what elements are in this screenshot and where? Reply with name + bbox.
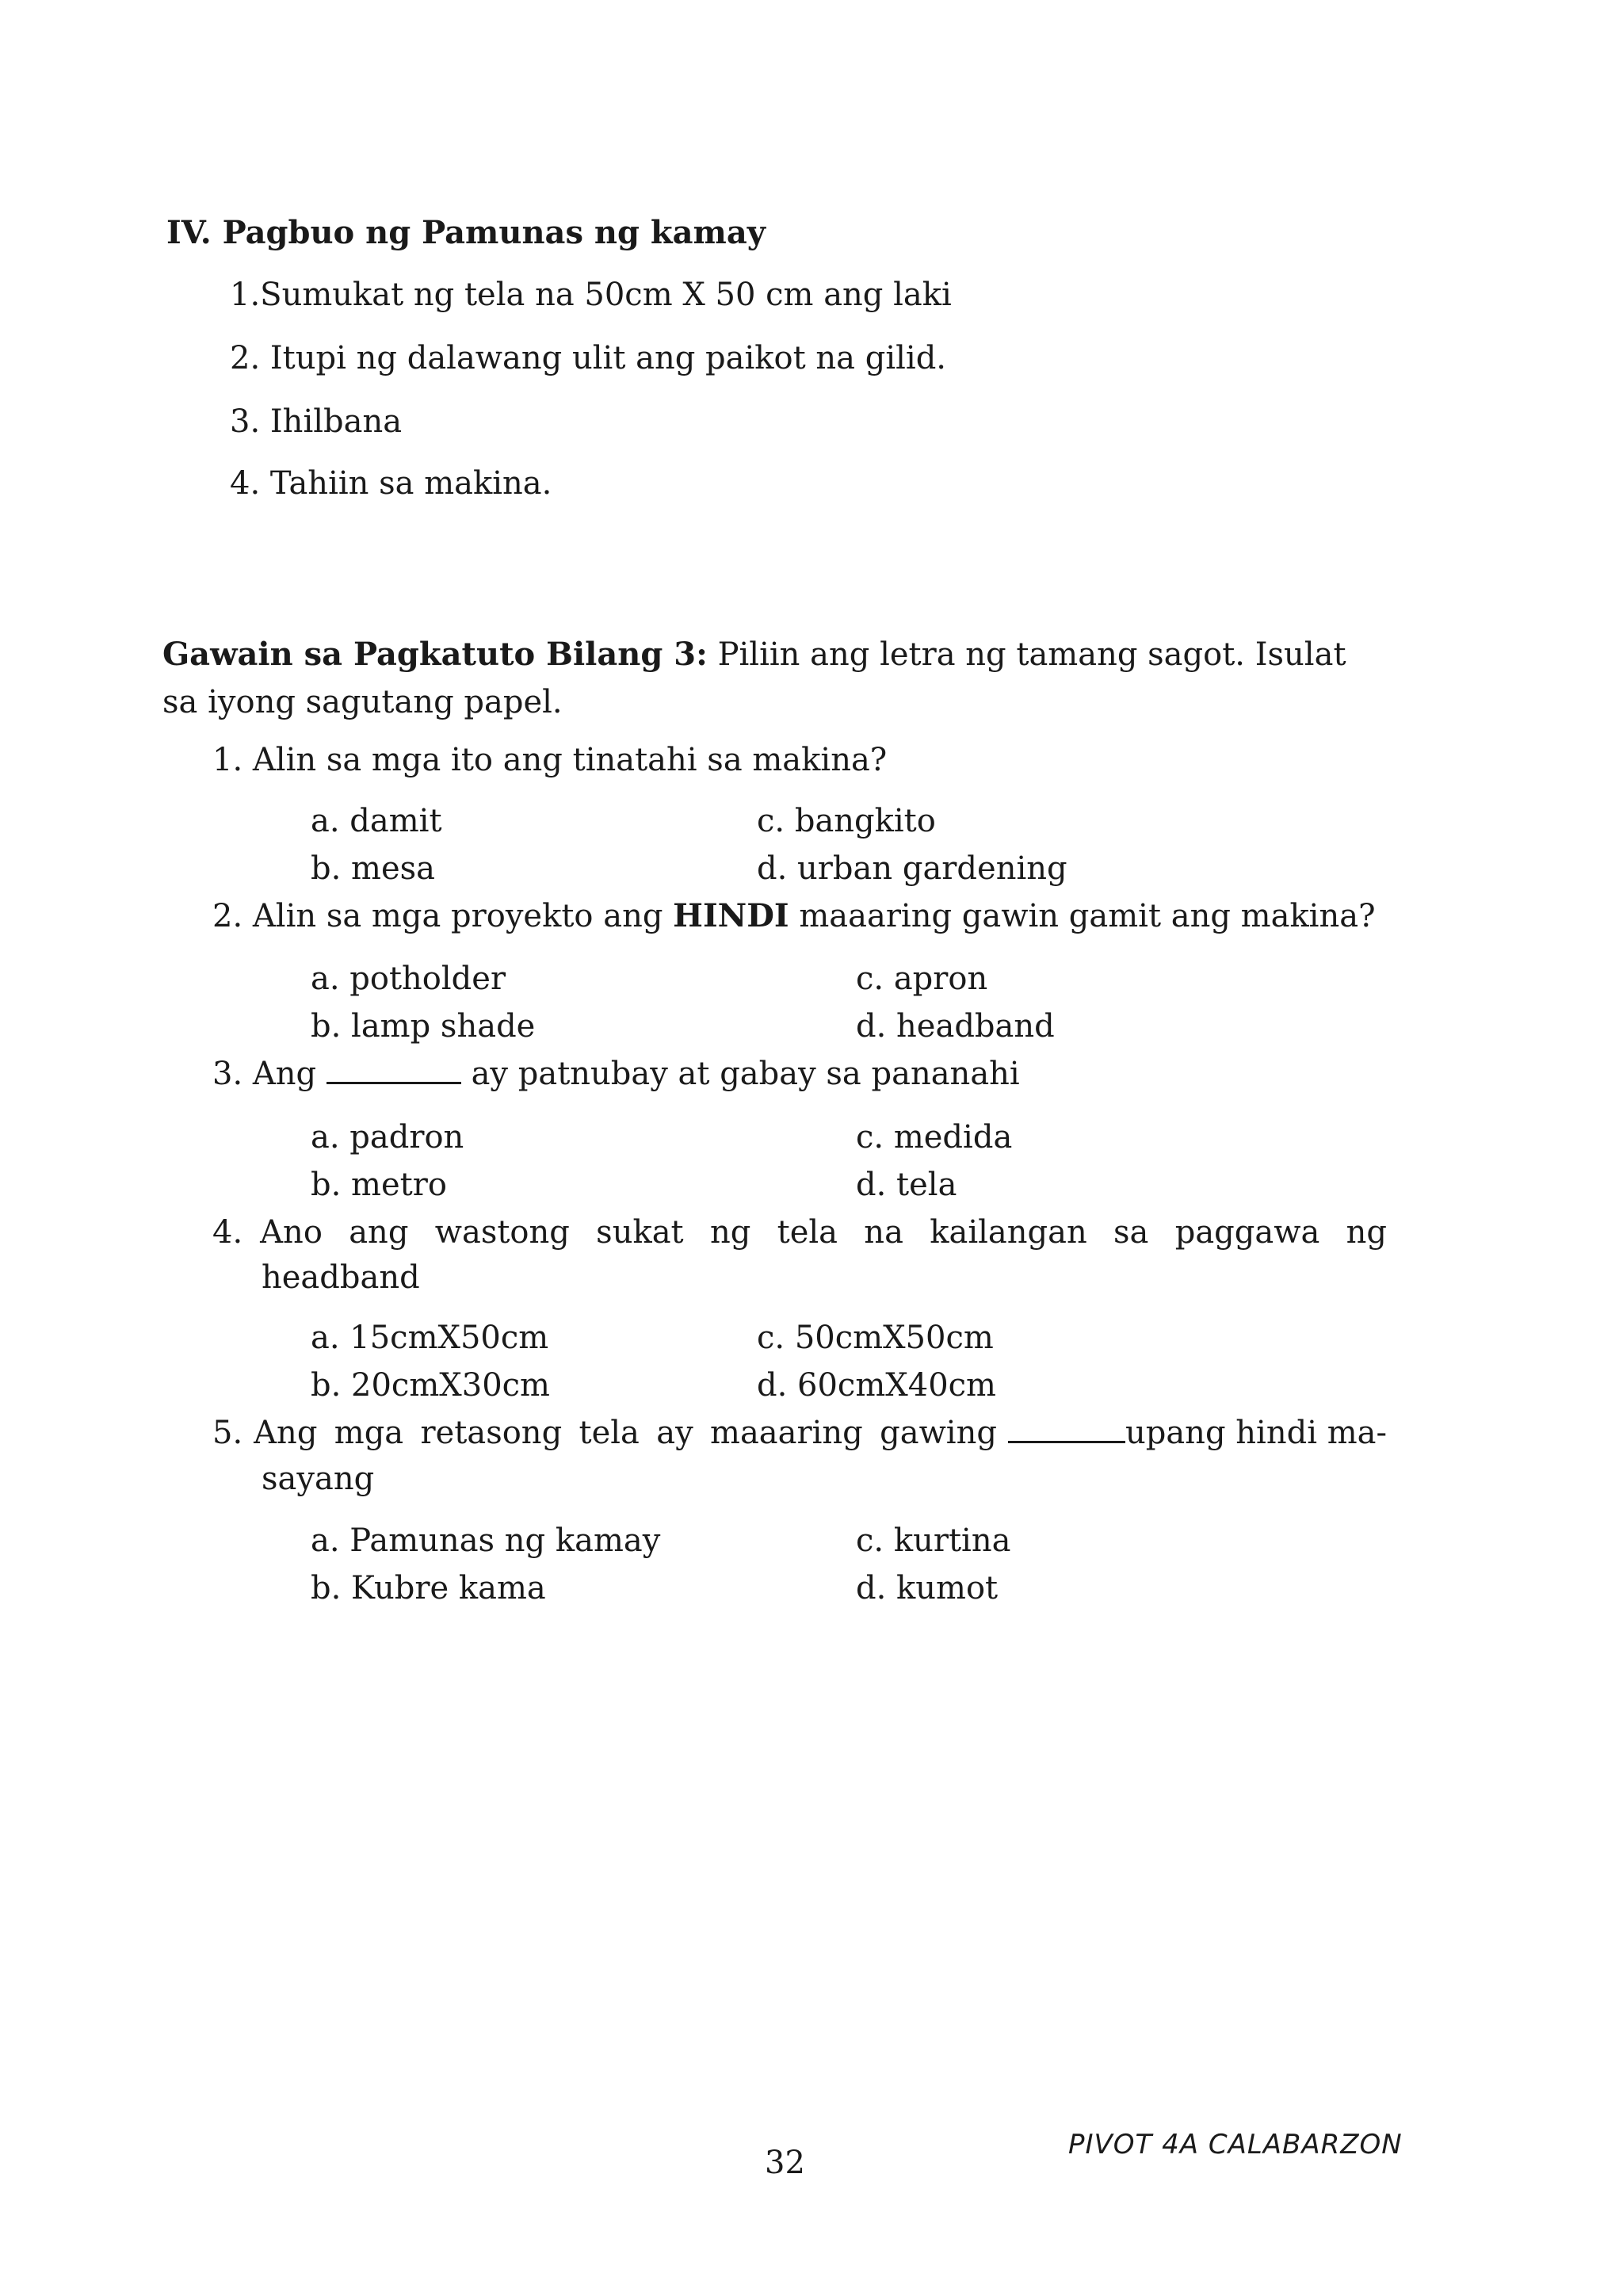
q1-choice-d: d. urban gardening bbox=[757, 850, 1067, 887]
q5-choice-d: d. kumot bbox=[856, 1570, 999, 1606]
q5-choice-b: b. Kubre kama bbox=[311, 1570, 546, 1606]
step-1: 1.Sumukat ng tela na 50cm X 50 cm ang laki bbox=[230, 277, 952, 313]
question-5 bbox=[212, 1409, 1387, 1457]
step-3: 3. Ihilbana bbox=[230, 403, 403, 440]
answer-blank bbox=[327, 1053, 461, 1084]
q1-choice-c: c. bangkito bbox=[757, 803, 936, 839]
q3-choice-b: b. metro bbox=[311, 1167, 447, 1203]
question-text-after: ay patnubay at gabay sa pananahi bbox=[460, 1056, 1020, 1092]
q5-choice-c: c. kurtina bbox=[856, 1522, 1011, 1559]
question-2 bbox=[212, 892, 1376, 940]
activity-title: Gawain sa Pagkatuto Bilang 3: bbox=[162, 636, 708, 673]
footer-publisher: PIVOT 4A CALABARZON bbox=[1068, 2129, 1403, 2160]
q4-choice-d: d. 60cmX40cm bbox=[757, 1367, 996, 1404]
question-text-before: Ang bbox=[252, 1056, 327, 1092]
answer-blank bbox=[1008, 1412, 1125, 1443]
question-text: Ano ang wastong sukat ng tela na kailangan sa paggawa ng bbox=[260, 1214, 1387, 1251]
q2-choice-b: b. lamp shade bbox=[311, 1008, 536, 1045]
q3-choice-c: c. medida bbox=[856, 1119, 1013, 1156]
q2-choice-a: a. potholder bbox=[311, 961, 506, 997]
question-text-row bbox=[254, 1409, 1387, 1457]
question-text-after: upang hindi ma- bbox=[1125, 1415, 1387, 1451]
section-heading: IV. Pagbuo ng Pamunas ng kamay bbox=[166, 214, 766, 251]
question-text: Alin sa mga ito ang tinatahi sa makina? bbox=[252, 742, 888, 778]
step-4: 4. Tahiin sa makina. bbox=[230, 465, 552, 502]
question-4 bbox=[212, 1209, 1387, 1256]
q3-choice-d: d. tela bbox=[856, 1167, 957, 1203]
question-5-line2: sayang bbox=[262, 1461, 375, 1497]
question-number: 5. bbox=[212, 1415, 243, 1451]
question-number: 4. bbox=[212, 1214, 243, 1251]
q3-choice-a: a. padron bbox=[311, 1119, 464, 1156]
question-text-before: Ang mga retasong tela ay maaaring gawing bbox=[254, 1415, 997, 1451]
question-1 bbox=[212, 736, 887, 784]
question-emphasis: HINDI bbox=[673, 897, 789, 934]
page-number: 32 bbox=[765, 2145, 805, 2181]
question-4-line2: headband bbox=[262, 1259, 420, 1296]
q1-choice-b: b. mesa bbox=[311, 850, 436, 887]
question-number: 2. bbox=[212, 898, 243, 934]
step-2: 2. Itupi ng dalawang ulit ang paikot na gilid. bbox=[230, 340, 947, 376]
question-number: 1. bbox=[212, 742, 243, 778]
q5-choice-a: a. Pamunas ng kamay bbox=[311, 1522, 661, 1559]
q4-choice-b: b. 20cmX30cm bbox=[311, 1367, 550, 1404]
q4-choice-c: c. 50cmX50cm bbox=[757, 1320, 994, 1356]
question-number: 3. bbox=[212, 1056, 243, 1092]
q2-choice-c: c. apron bbox=[856, 961, 988, 997]
activity-instruction bbox=[162, 631, 1387, 726]
q2-choice-d: d. headband bbox=[856, 1008, 1055, 1045]
question-text-before: Alin sa mga proyekto ang bbox=[252, 898, 674, 934]
activity-instruction-text: Piliin ang letra ng tamang sagot. Isulat sa iyong sagutang papel. bbox=[162, 636, 1346, 720]
question-text-after: maaaring gawin gamit ang makina? bbox=[789, 898, 1376, 934]
q1-choice-a: a. damit bbox=[311, 803, 442, 839]
question-3 bbox=[212, 1050, 1020, 1098]
question-text-justified bbox=[260, 1209, 1387, 1256]
q4-choice-a: a. 15cmX50cm bbox=[311, 1320, 549, 1356]
